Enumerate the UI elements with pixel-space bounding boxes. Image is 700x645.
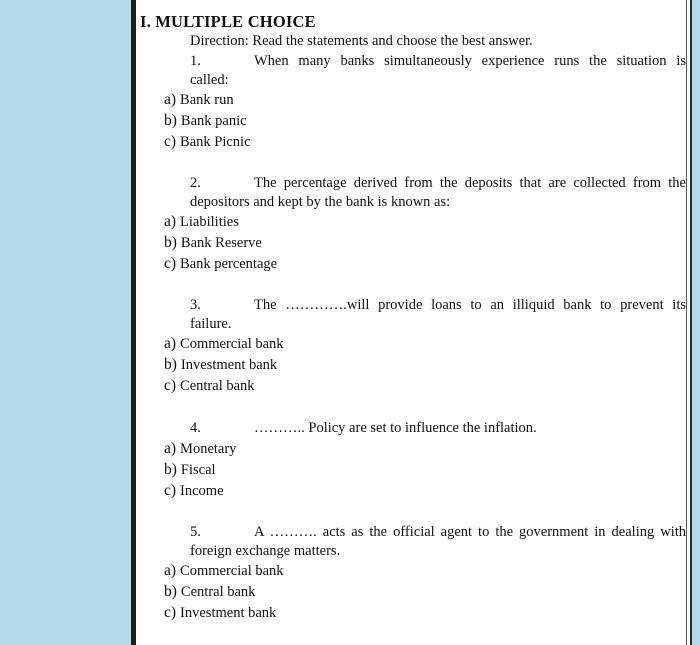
document-body bbox=[136, 0, 688, 645]
question-5 bbox=[190, 524, 686, 541]
option-a: a) Liabilities bbox=[164, 213, 239, 230]
option-c: c) Investment bank bbox=[164, 604, 277, 621]
question-3 bbox=[190, 297, 686, 314]
question-text: ……….. Policy are set to influence the inflation. bbox=[254, 420, 537, 436]
option-b: b) Investment bank bbox=[164, 356, 278, 373]
question-number: 2. bbox=[190, 175, 201, 191]
question-number: 3. bbox=[190, 297, 201, 313]
option-b: b) Fiscal bbox=[164, 461, 216, 478]
option-b: b) Central bank bbox=[164, 583, 256, 600]
option-b: b) Bank Reserve bbox=[164, 234, 262, 251]
question-text-continued: called: bbox=[190, 72, 229, 88]
question-text: The percentage derived from the deposits that are collected from the bbox=[254, 175, 686, 191]
question-text-continued: foreign exchange matters. bbox=[190, 543, 341, 559]
option-c: c) Bank percentage bbox=[164, 255, 278, 272]
option-a: a) Commercial bank bbox=[164, 335, 284, 352]
question-1 bbox=[190, 53, 686, 70]
option-a: a) Monetary bbox=[164, 440, 237, 457]
question-text-continued: depositors and kept by the bank is known as: bbox=[190, 194, 451, 210]
question-2 bbox=[190, 175, 686, 192]
question-text: The ………….will provide loans to an illiquid bank to prevent its bbox=[254, 297, 686, 313]
option-a: a) Bank run bbox=[164, 91, 234, 108]
question-4 bbox=[190, 420, 686, 437]
option-a: a) Commercial bank bbox=[164, 562, 284, 579]
section-heading: I. MULTIPLE CHOICE bbox=[140, 12, 316, 31]
question-text: A ………. acts as the official agent to the government in dealing with bbox=[254, 524, 686, 540]
question-number: 4. bbox=[190, 420, 201, 436]
question-text-continued: failure. bbox=[190, 316, 232, 332]
directions-text: Direction: Read the statements and choose the best answer. bbox=[190, 33, 533, 49]
option-c: c) Income bbox=[164, 482, 224, 499]
question-text: When many banks simultaneously experience runs the situation is bbox=[254, 53, 686, 69]
question-number: 1. bbox=[190, 53, 201, 69]
question-number: 5. bbox=[190, 524, 201, 540]
left-margin-band bbox=[0, 0, 131, 645]
option-c: c) Central bank bbox=[164, 377, 255, 394]
option-b: b) Bank panic bbox=[164, 112, 247, 129]
right-margin-band bbox=[692, 0, 700, 645]
option-c: c) Bank Picnic bbox=[164, 133, 251, 150]
